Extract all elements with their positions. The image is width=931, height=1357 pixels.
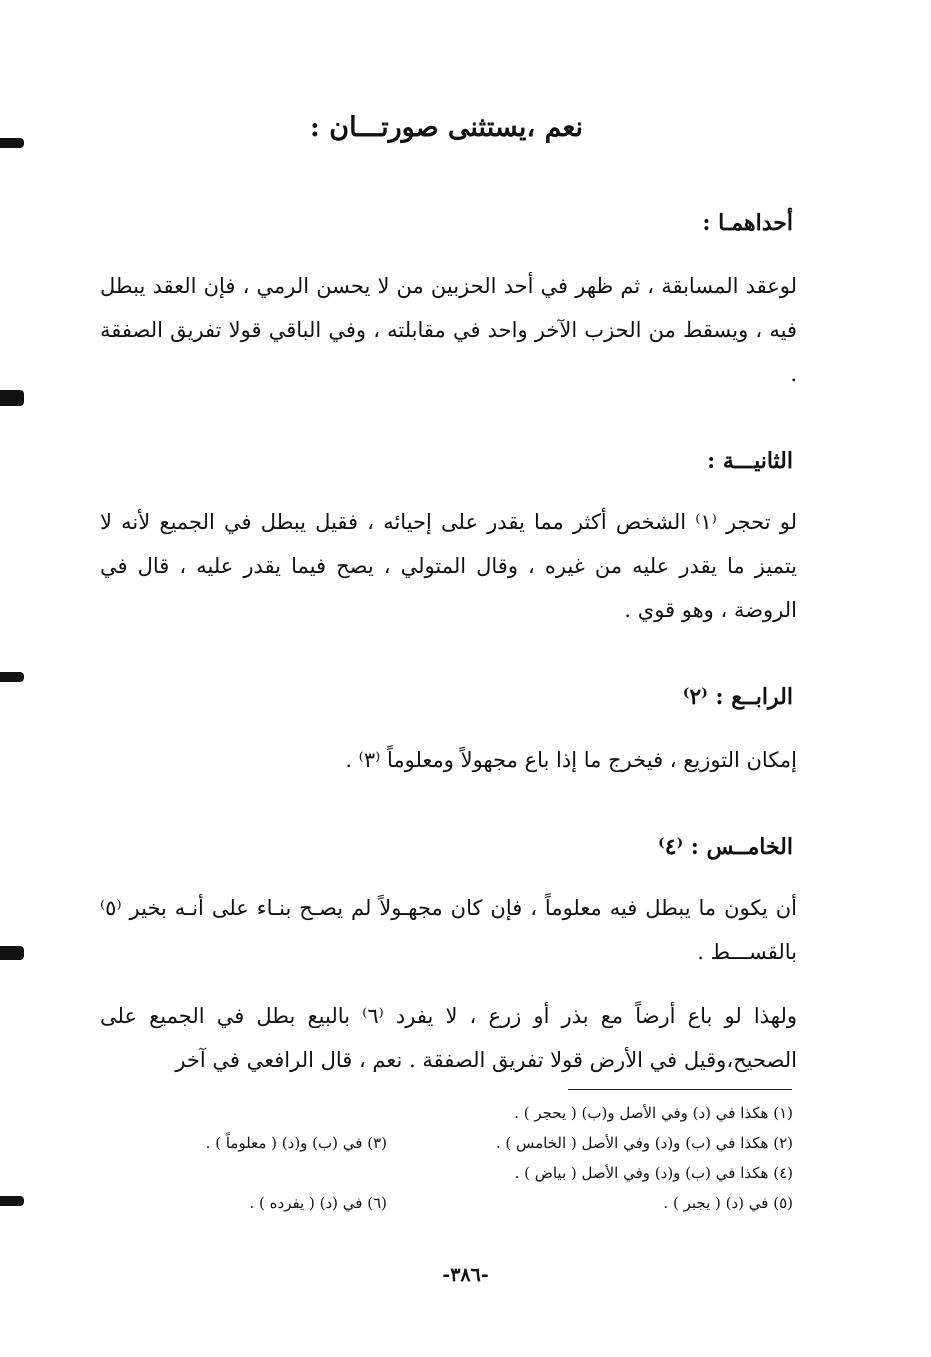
page-heading: نعم ،يستثنى صورتـــان :: [309, 112, 584, 143]
scan-edge-mark: [0, 1196, 24, 1206]
footnote: (٢) هكذا في (ب) و(د) وفي الأصل ( الخامس ) .: [495, 1134, 793, 1152]
footnote-separator: [568, 1089, 792, 1090]
section-title-fourth: الرابــع : ⁽٢⁾: [682, 684, 793, 710]
footnote: (٥) في (د) ( يجبر ) .: [663, 1194, 793, 1212]
section-paragraph: أن يكون ما يبطل فيه معلوماً ، فإن كان مجهـولاً لم يصـح بنـاء على أنـه بخير ⁽٥⁾ بالقســـط .: [100, 896, 797, 964]
scan-edge-mark: [0, 672, 24, 682]
section-paragraph: لوعقد المسابقة ، ثم ظهر في أحد الحزبين من لا يحسن الرمي ، فإن العقد يبطل فيه ، ويسقط من الحزب الآخر واحد في مقابلته ، وفي الباقي قولا تفريق الصفقة .: [100, 274, 797, 386]
section-paragraph: ولهذا لو باع أرضاً مع بذر أو زرع ، لا يفرد ⁽٦⁾ بالبيع بطل في الجميع على الصحيح،وقيل في الأرض قولا تفريق الصفقة . نعم ، قال الرافعي في آخر: [100, 1004, 797, 1072]
footnote: (١) هكذا في (د) وفي الأصل و(ب) ( يحجر ) .: [514, 1104, 793, 1122]
scan-edge-mark: [0, 138, 24, 148]
footnote: (٦) في (د) ( يفرده ) .: [249, 1194, 387, 1212]
section-title-second: الثانيـــة :: [707, 448, 793, 474]
scan-edge-mark: [0, 946, 24, 960]
footnote: (٣) في (ب) و(د) ( معلوماً ) .: [205, 1134, 387, 1152]
section-paragraph: لو تحجر ⁽١⁾ الشخص أكثر مما يقدر على إحيائه ، فقيل يبطل في الجميع لأنه لا يتميز ما يقدر عليه من غيره ، وقال المتولي ، يصح فيما يقدر عليه ، قال في الروضة ، وهو قوي .: [100, 510, 797, 622]
section-title-fifth: الخامــس : ⁽٤⁾: [658, 834, 793, 860]
section-title-first: أحداهمـا :: [702, 210, 793, 236]
page-number: -٣٨٦-: [442, 1264, 489, 1286]
section-paragraph: إمكان التوزيع ، فيخرج ما إذا باع مجهولاً ومعلوماً ⁽٣⁾ .: [345, 748, 797, 772]
footnote: (٤) هكذا في (ب) و(د) وفي الأصل ( بياض ) .: [514, 1164, 793, 1182]
scan-edge-mark: [0, 390, 24, 406]
